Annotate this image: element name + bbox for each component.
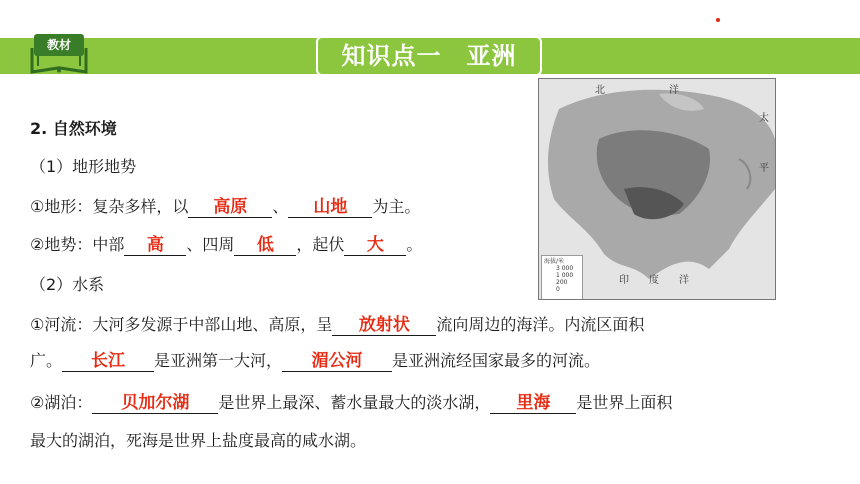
legend-value: 200: [556, 279, 568, 286]
answer-blank: 放射状: [332, 315, 436, 336]
map-label-yin: 印: [619, 275, 629, 286]
map-label-ocean: 洋: [669, 85, 679, 96]
page-title: 知识点一 亚洲: [316, 36, 542, 76]
text: ②地势：中部: [30, 235, 125, 254]
text: 。: [406, 235, 423, 254]
answer-blank: 高: [124, 235, 186, 256]
text: 广。: [30, 351, 63, 370]
text: 是亚洲流经国家最多的河流。: [392, 351, 601, 370]
map-label-tai: 太: [759, 113, 769, 124]
asia-map: [538, 78, 776, 300]
map-label-north: 北: [595, 85, 605, 96]
legend-value: 1 000: [556, 272, 574, 279]
lakes-line-2: 最大的湖泊，死海是世界上盐度最高的咸水湖。: [30, 431, 367, 450]
decorative-dot: [716, 18, 720, 22]
answer-blank: 贝加尔湖: [92, 393, 218, 414]
terrain-line: [30, 196, 420, 218]
text: 是世界上面积: [576, 393, 673, 412]
answer-blank: 山地: [288, 197, 372, 218]
text: ①地形：复杂多样，以: [30, 197, 189, 216]
map-label-ping: 平: [759, 163, 769, 174]
rivers-line: [30, 314, 644, 336]
text: ①河流：大河多发源于中部山地、高原，呈: [30, 315, 333, 334]
legend-value: 3 000: [556, 265, 574, 272]
answer-blank: 高原: [188, 197, 272, 218]
text: 流向周边的海洋。内流区面积: [436, 315, 645, 334]
map-label-yang: 洋: [679, 275, 689, 286]
text: 为主。: [372, 197, 421, 216]
lakes-line: [30, 392, 672, 414]
text: 、: [272, 197, 289, 216]
text: ，起伏: [296, 235, 345, 254]
answer-blank: 大: [344, 235, 406, 256]
map-label-du: 度: [649, 275, 659, 286]
textbook-badge: 教材: [34, 34, 84, 56]
answer-blank: 长江: [62, 351, 154, 372]
subheading-water: （2）水系: [30, 275, 105, 294]
text: 是世界上最深、蓄水量最大的淡水湖，: [218, 393, 491, 412]
rivers-line-2: [30, 350, 600, 372]
elevation-legend: [541, 255, 583, 300]
legend-title: 海拔/米: [544, 258, 565, 265]
slope-line: [30, 234, 422, 256]
answer-blank: 里海: [490, 393, 576, 414]
text: 、四周: [186, 235, 235, 254]
section-heading: 2. 自然环境: [30, 119, 117, 138]
subheading-terrain: （1）地形地势: [30, 157, 137, 176]
answer-blank: 湄公河: [282, 351, 392, 372]
legend-value: 0: [556, 286, 560, 293]
answer-blank: 低: [234, 235, 296, 256]
text: 是亚洲第一大河，: [154, 351, 283, 370]
textbook-logo: [28, 28, 90, 76]
text: ②湖泊：: [30, 393, 93, 412]
